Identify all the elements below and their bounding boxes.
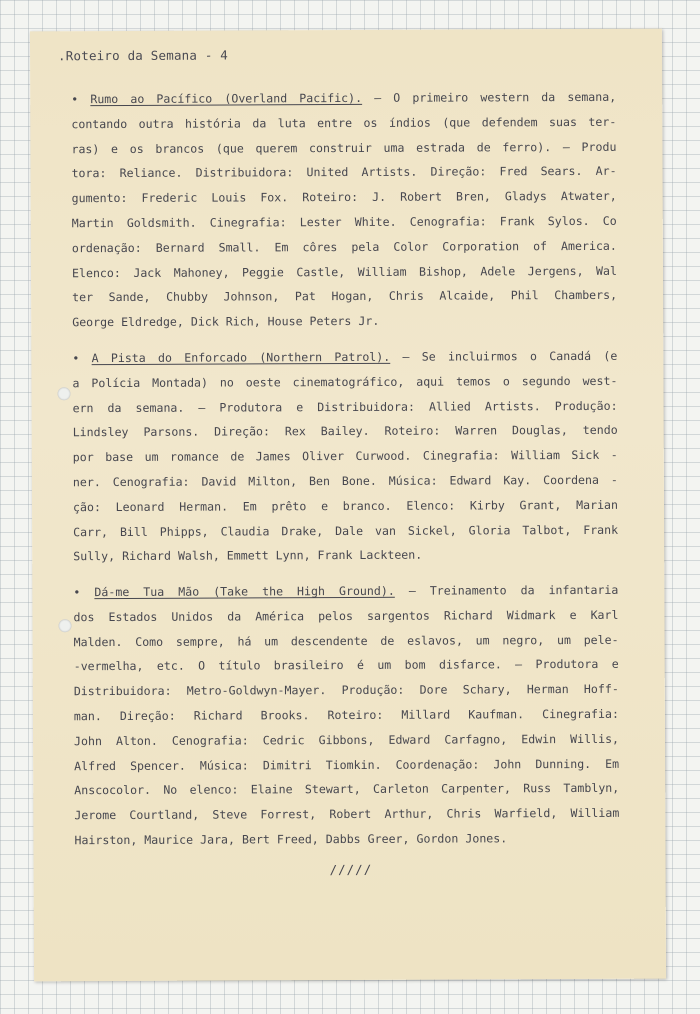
- film-title: A Pista do Enforcado (Northern Patrol).: [91, 349, 391, 366]
- entry-line: John Alton. Cenografia: Cedric Gibbons, Edward Carfagno, Edwin Willis,: [73, 731, 620, 748]
- entry-line: gumento: Frederic Louis Fox. Roteiro: J. Robert Bren, Gladys Atwater,: [71, 189, 617, 206]
- entry-line: Jerome Courtland, Steve Forrest, Robert Arthur, Chris Warfield, William: [74, 805, 620, 823]
- film-title: Dá-me Tua Mão (Take the High Ground).: [94, 583, 395, 600]
- entry-line: dos Estados Unidos da América pelos sargentos Richard Widmark e Karl: [73, 607, 619, 624]
- film-entry-take-the-high-ground: [73, 578, 619, 853]
- entry-line: Alfred Spencer. Música: Dimitri Tiomkin. Coordenação: John Dunning. Em: [74, 756, 620, 773]
- entry-line: George Eldredge, Dick Rich, House Peters Jr.: [72, 314, 380, 330]
- entry-line: ras) e os brancos (que querem construir uma estrada de ferro). — Produ: [71, 139, 617, 156]
- entry-line: Sully, Richard Walsh, Emmett Lynn, Frank Lackteen.: [73, 548, 423, 564]
- end-mark: /////: [329, 861, 373, 878]
- typewritten-page: [30, 29, 666, 982]
- entry-line: Hairston, Maurice Jara, Bert Freed, Dabbs Greer, Gordon Jones.: [74, 831, 508, 848]
- entry-line: -vermelha, etc. O título brasileiro é um bom disfarce. — Produtora e: [73, 657, 619, 674]
- entry-line: Elenco: Jack Mahoney, Peggie Castle, William Bishop, Adele Jergens, Wal: [71, 263, 618, 280]
- punch-hole: [57, 387, 70, 400]
- entry-line: ter Sande, Chubby Johnson, Pat Hogan, Chris Alcaide, Phil Chambers,: [72, 288, 618, 305]
- entry-line: ordenação: Bernard Small. Em côres pela Color Corporation of America.: [71, 238, 617, 255]
- film-entry-northern-patrol: [72, 344, 618, 570]
- punch-hole: [58, 619, 71, 632]
- entry-line: • Rumo ao Pacífico (Overland Pacific). — O primeiro western da semana,: [71, 89, 617, 107]
- film-title: Rumo ao Pacífico (Overland Pacific).: [90, 90, 363, 107]
- entry-line: Lindsley Parsons. Direção: Rex Bailey. Roteiro: Warren Douglas, tendo: [72, 423, 618, 440]
- entry-line: Carr, Bill Phipps, Claudia Drake, Dale van Sickel, Gloria Talbot, Frank: [73, 522, 619, 539]
- entry-line: Martin Goldsmith. Cinegrafia: Lester White. Cenografia: Frank Sylos. Co: [71, 213, 617, 231]
- entry-line: man. Direção: Richard Brooks. Roteiro: Millard Kaufman. Cinegrafia:: [73, 706, 619, 724]
- entry-line: Anscocolor. No elenco: Elaine Stewart, Carleton Carpenter, Russ Tamblyn,: [74, 781, 620, 798]
- page-header: .Roteiro da Semana - 4: [58, 47, 229, 64]
- entry-line: por base um romance de James Oliver Curwood. Cinegrafia: William Sick -: [72, 448, 618, 465]
- entry-line: a Polícia Montada) no oeste cinematográfico, aqui temos o segundo west-: [72, 373, 618, 390]
- entry-line: ner. Cenografia: David Milton, Ben Bone. Música: Edward Kay. Coordena -: [72, 472, 618, 490]
- entry-line: ern da semana. — Produtora e Distribuidora: Allied Artists. Produção:: [72, 398, 618, 415]
- entry-line: • Dá-me Tua Mão (Take the High Ground). — Treinamento da infantaria: [73, 582, 619, 600]
- film-entry-overland-pacific: [71, 85, 617, 335]
- entry-line: contando outra história da luta entre os índios (que defendem suas ter-: [71, 114, 617, 132]
- entry-line: Malden. Como sempre, há um descendente de eslavos, um negro, um pele-: [73, 632, 619, 649]
- entry-line: ção: Leonard Herman. Em prêto e branco. Elenco: Kirby Grant, Marian: [72, 497, 619, 514]
- entry-line: Distribuidora: Metro-Goldwyn-Mayer. Produção: Dore Schary, Herman Hoff-: [73, 682, 619, 699]
- entry-line: • A Pista do Enforcado (Northern Patrol). — Se incluirmos o Canadá (e: [72, 348, 618, 366]
- entry-line: tora: Reliance. Distribuidora: United Artists. Direção: Fred Sears. Ar-: [71, 164, 617, 181]
